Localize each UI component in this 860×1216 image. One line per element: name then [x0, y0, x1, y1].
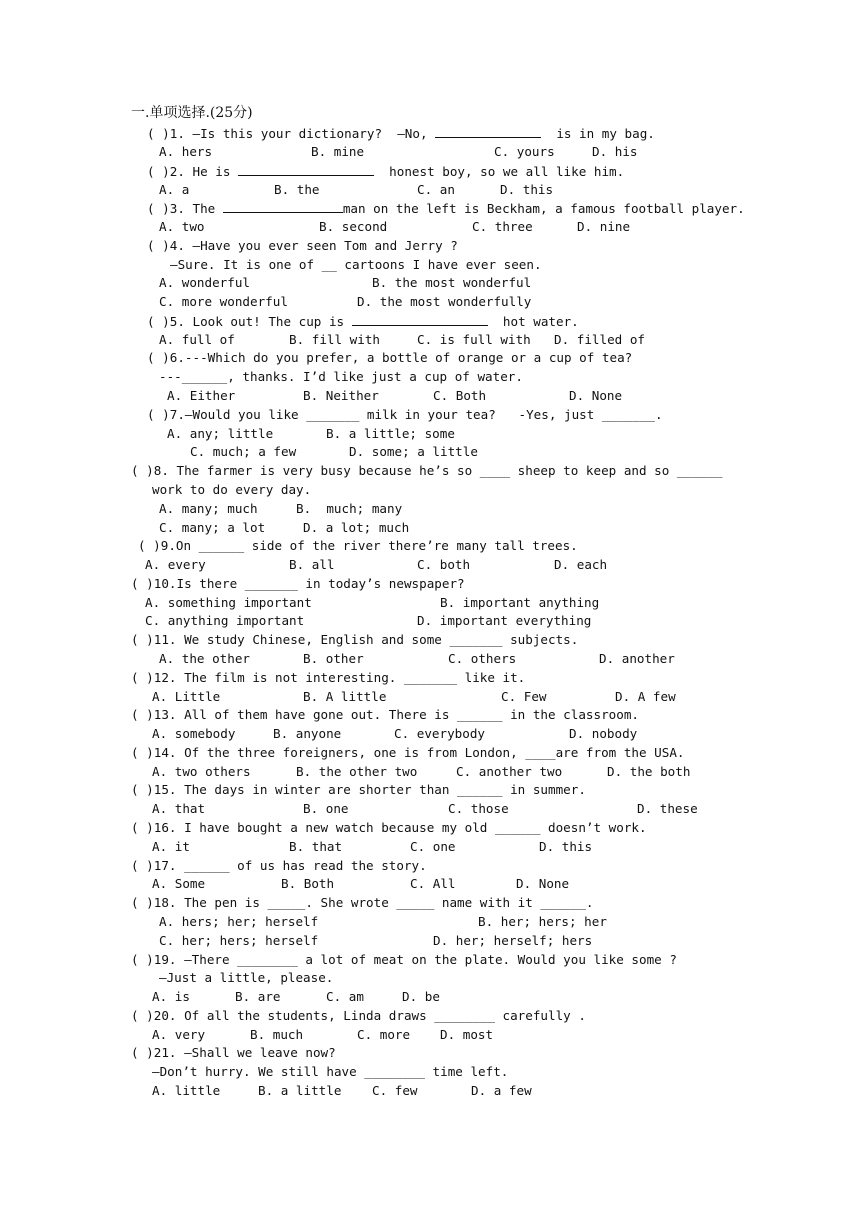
question-1-text: ( )1. —Is this your dictionary? —No,	[147, 126, 428, 141]
q20-option-a: A. very	[152, 1027, 206, 1042]
q5-option-c: C. is full with	[417, 332, 531, 347]
q9-option-b: B. all	[289, 557, 335, 572]
q1-option-c: C. yours	[494, 144, 555, 159]
q15-option-d: D. these	[637, 801, 698, 816]
question-1	[147, 125, 655, 142]
q21-option-d: D. a few	[471, 1083, 532, 1098]
question-15: ( )15. The days in winter are shorter than ______ in summer.	[131, 782, 586, 797]
q15-option-b: B. one	[303, 801, 349, 816]
q10-option-d: D. important everything	[417, 613, 592, 628]
q7-option-c: C. much; a few	[190, 444, 297, 459]
q16-option-a: A. it	[152, 839, 190, 854]
question-5-text-end: hot water.	[502, 314, 579, 329]
q3-option-c: C. three	[472, 219, 533, 234]
question-16: ( )16. I have bought a new watch because my old ______ doesn’t work.	[131, 820, 647, 835]
q8-option-b: B. much; many	[296, 501, 403, 516]
q8-option-d: D. a lot; much	[303, 520, 410, 535]
question-14: ( )14. Of the three foreigners, one is from London, ____are from the USA.	[131, 745, 685, 760]
question-1-text-end: is in my bag.	[556, 126, 655, 141]
q3-option-a: A. two	[159, 219, 205, 234]
q20-option-b: B. much	[250, 1027, 304, 1042]
q7-option-d: D. some; a little	[349, 444, 478, 459]
q4-option-b: B. the most wonderful	[372, 275, 532, 290]
q14-option-c: C. another two	[456, 764, 563, 779]
q12-option-c: C. Few	[501, 689, 547, 704]
question-10: ( )10.Is there _______ in today’s newspaper?	[131, 576, 465, 591]
question-2-text-end: honest boy, so we all like him.	[389, 164, 625, 179]
q19-option-a: A. is	[152, 989, 190, 1004]
q11-option-c: C. others	[448, 651, 517, 666]
q2-option-a: A. a	[159, 182, 190, 197]
question-13: ( )13. All of them have gone out. There is ______ in the classroom.	[131, 707, 639, 722]
q9-option-c: C. both	[417, 557, 471, 572]
q1-option-a: A. hers	[159, 144, 213, 159]
section-title: 一.单项选择.(25分)	[131, 105, 253, 121]
q19-option-d: D. be	[402, 989, 440, 1004]
question-4: ( )4. —Have you ever seen Tom and Jerry ?	[147, 238, 458, 253]
q17-option-a: A. Some	[152, 876, 206, 891]
q13-option-d: D. nobody	[569, 726, 638, 741]
q10-option-a: A. something important	[145, 595, 312, 610]
q21-option-a: A. little	[152, 1083, 221, 1098]
question-20: ( )20. Of all the students, Linda draws ________ carefully .	[131, 1008, 586, 1023]
q17-option-d: D. None	[516, 876, 570, 891]
q5-option-a: A. full of	[159, 332, 235, 347]
q18-option-c: C. her; hers; herself	[159, 933, 319, 948]
q17-option-c: C. All	[410, 876, 456, 891]
q9-option-a: A. every	[145, 557, 206, 572]
question-11: ( )11. We study Chinese, English and some _______ subjects.	[131, 632, 579, 647]
q6-option-a: A. Either	[167, 388, 236, 403]
q12-option-b: B. A little	[303, 689, 387, 704]
q14-option-a: A. two others	[152, 764, 251, 779]
q20-option-d: D. most	[440, 1027, 494, 1042]
answer-blank	[238, 163, 374, 176]
q2-option-c: C. an	[417, 182, 455, 197]
q16-option-b: B. that	[289, 839, 343, 854]
q2-option-d: D. this	[500, 182, 554, 197]
q13-option-c: C. everybody	[394, 726, 485, 741]
question-6-line-2: ---______, thanks. I’d like just a cup of water.	[159, 369, 523, 384]
q7-option-a: A. any; little	[167, 426, 274, 441]
q15-option-a: A. that	[152, 801, 206, 816]
q15-option-c: C. those	[448, 801, 509, 816]
q12-option-d: D. A few	[615, 689, 676, 704]
question-9: ( )9.On ______ side of the river there’re many tall trees.	[138, 538, 578, 553]
q20-option-c: C. more	[357, 1027, 411, 1042]
question-8: ( )8. The farmer is very busy because he’s so ____ sheep to keep and so ______	[131, 463, 723, 478]
q16-option-c: C. one	[410, 839, 456, 854]
q4-option-c: C. more wonderful	[159, 294, 288, 309]
q19-option-b: B. are	[235, 989, 281, 1004]
question-19-line-2: —Just a little, please.	[159, 970, 334, 985]
answer-blank	[223, 200, 343, 213]
q1-option-b: B. mine	[311, 144, 365, 159]
q11-option-a: A. the other	[159, 651, 250, 666]
question-4-line-2: —Sure. It is one of __ cartoons I have ever seen.	[170, 257, 542, 272]
q13-option-a: A. somebody	[152, 726, 236, 741]
question-12: ( )12. The film is not interesting. _______ like it.	[131, 670, 526, 685]
q21-option-b: B. a little	[258, 1083, 342, 1098]
q11-option-d: D. another	[599, 651, 675, 666]
q8-option-c: C. many; a lot	[159, 520, 266, 535]
q6-option-d: D. None	[569, 388, 623, 403]
question-5-text: ( )5. Look out! The cup is	[147, 314, 345, 329]
q13-option-b: B. anyone	[273, 726, 342, 741]
q21-option-c: C. few	[372, 1083, 418, 1098]
question-5	[147, 313, 579, 330]
q7-option-b: B. a little; some	[326, 426, 455, 441]
question-21-line-2: —Don’t hurry. We still have ________ time left.	[152, 1064, 509, 1079]
question-8-line-2: work to do every day.	[152, 482, 312, 497]
q10-option-b: B. important anything	[440, 595, 600, 610]
q3-option-d: D. nine	[577, 219, 631, 234]
question-3-text: ( )3. The	[147, 201, 216, 216]
q18-option-b: B. her; hers; her	[478, 914, 607, 929]
q6-option-c: C. Both	[433, 388, 487, 403]
q5-option-b: B. fill with	[289, 332, 380, 347]
question-2	[147, 163, 624, 180]
q17-option-b: B. Both	[281, 876, 335, 891]
question-3-text-end: man on the left is Beckham, a famous football player.	[342, 201, 745, 216]
q6-option-b: B. Neither	[303, 388, 379, 403]
q11-option-b: B. other	[303, 651, 364, 666]
question-21: ( )21. —Shall we leave now?	[131, 1045, 336, 1060]
question-6: ( )6.---Which do you prefer, a bottle of orange or a cup of tea?	[147, 350, 633, 365]
q3-option-b: B. second	[319, 219, 388, 234]
question-2-text: ( )2. He is	[147, 164, 231, 179]
q16-option-d: D. this	[539, 839, 593, 854]
q5-option-d: D. filled of	[554, 332, 645, 347]
q18-option-d: D. her; herself; hers	[433, 933, 593, 948]
q4-option-d: D. the most wonderfully	[357, 294, 532, 309]
q10-option-c: C. anything important	[145, 613, 305, 628]
q18-option-a: A. hers; her; herself	[159, 914, 319, 929]
q8-option-a: A. many; much	[159, 501, 258, 516]
q14-option-d: D. the both	[607, 764, 691, 779]
q19-option-c: C. am	[326, 989, 364, 1004]
q1-option-d: D. his	[592, 144, 638, 159]
question-17: ( )17. ______ of us has read the story.	[131, 858, 427, 873]
q2-option-b: B. the	[274, 182, 320, 197]
answer-blank	[352, 313, 488, 326]
answer-blank	[435, 125, 541, 138]
q9-option-d: D. each	[554, 557, 608, 572]
q12-option-a: A. Little	[152, 689, 221, 704]
question-19: ( )19. —There ________ a lot of meat on the plate. Would you like some ?	[131, 952, 677, 967]
question-3	[147, 200, 745, 217]
q14-option-b: B. the other two	[296, 764, 418, 779]
question-18: ( )18. The pen is _____. She wrote _____ name with it ______.	[131, 895, 594, 910]
question-7: ( )7.–Would you like _______ milk in your tea? -Yes, just _______.	[147, 407, 663, 422]
q4-option-a: A. wonderful	[159, 275, 250, 290]
